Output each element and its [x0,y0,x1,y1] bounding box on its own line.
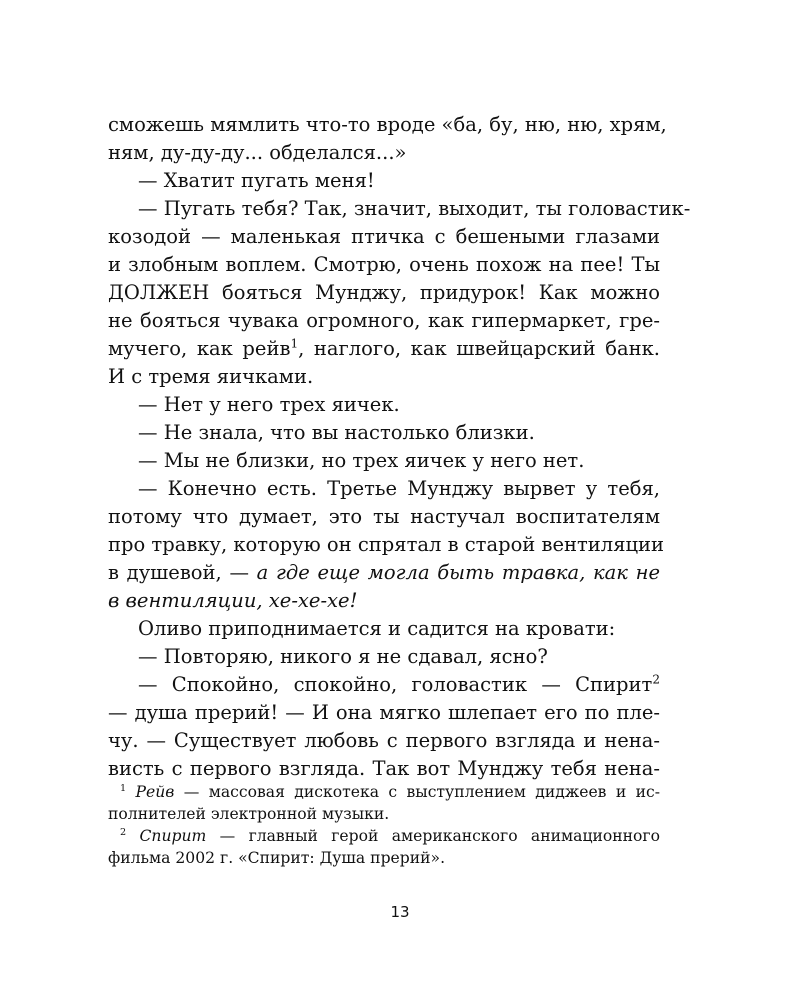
footnote-1: $^1$ Рейв — массовая дискотека с выступлением диджеев и ис- [120,782,660,801]
text-line: висть с первого взгляда. Так вот Мунджу тебя нена- [108,757,660,780]
text-line: мучего, как рейв$^1$, наглого, как швейцарский банк. [108,336,660,360]
text-line: — душа прерий! — И она мягко шлепает его по пле- [108,701,660,724]
text-line: И с тремя яичками. [108,365,314,388]
text-line: ДОЛЖЕН бояться Мунджу, придурок! Как можно [108,281,660,304]
footnote-2-cont: фильма 2002 г. «Спирит: Душа прерий». [108,849,446,867]
text-line: в душевой, — а где еще могла быть травка, как не [108,561,661,584]
text-line: сможешь мямлить что-то вроде «ба, бу, ню, ню, хрям, [108,113,667,136]
text-line: — Хватит пугать меня! [138,169,375,192]
text-line: ням, ду-ду-ду... обделался...» [108,141,407,164]
footnote-ref: 1 [290,336,299,351]
footnote-2: $^2$ Спирит — главный герой американского анимационного [120,826,660,845]
text-line: и злобным воплем. Смотрю, очень похож на пее! Ты [108,253,660,276]
text-line: — Пугать тебя? Так, значит, выходит, ты головастик- [138,197,691,220]
footnote-1-cont: полнителей электронной музыки. [108,805,390,823]
text-line: — Повторяю, никого я не сдавал, ясно? [138,645,548,668]
text-line: в вентиляции, хе-хе-хе! [108,589,358,612]
footnote-ref: 2 [652,672,660,687]
text-line: — Конечно есть. Третье Мунджу вырвет у тебя, [138,477,660,500]
text-line: не бояться чувака огромного, как гипермаркет, гре- [108,309,660,332]
text-line: — Нет у него трех яичек. [138,393,400,416]
text-line: — Спокойно, спокойно, головастик — Спирит$^2$ [138,672,660,696]
text-line: потому что думает, это ты настучал воспитателям [108,505,660,528]
page-number: 13 [390,903,410,921]
text-line: Оливо приподнимается и садится на кровати: [138,617,616,640]
text-line: про травку, которую он спрятал в старой вентиляции [108,533,665,556]
text-line: — Не знала, что вы настолько близки. [138,421,535,444]
text-line: чу. — Существует любовь с первого взгляда и нена- [108,729,660,752]
text-line: — Мы не близки, но трех яичек у него нет. [138,449,585,472]
text-line: козодой — маленькая птичка с бешеными глазами [108,225,660,248]
